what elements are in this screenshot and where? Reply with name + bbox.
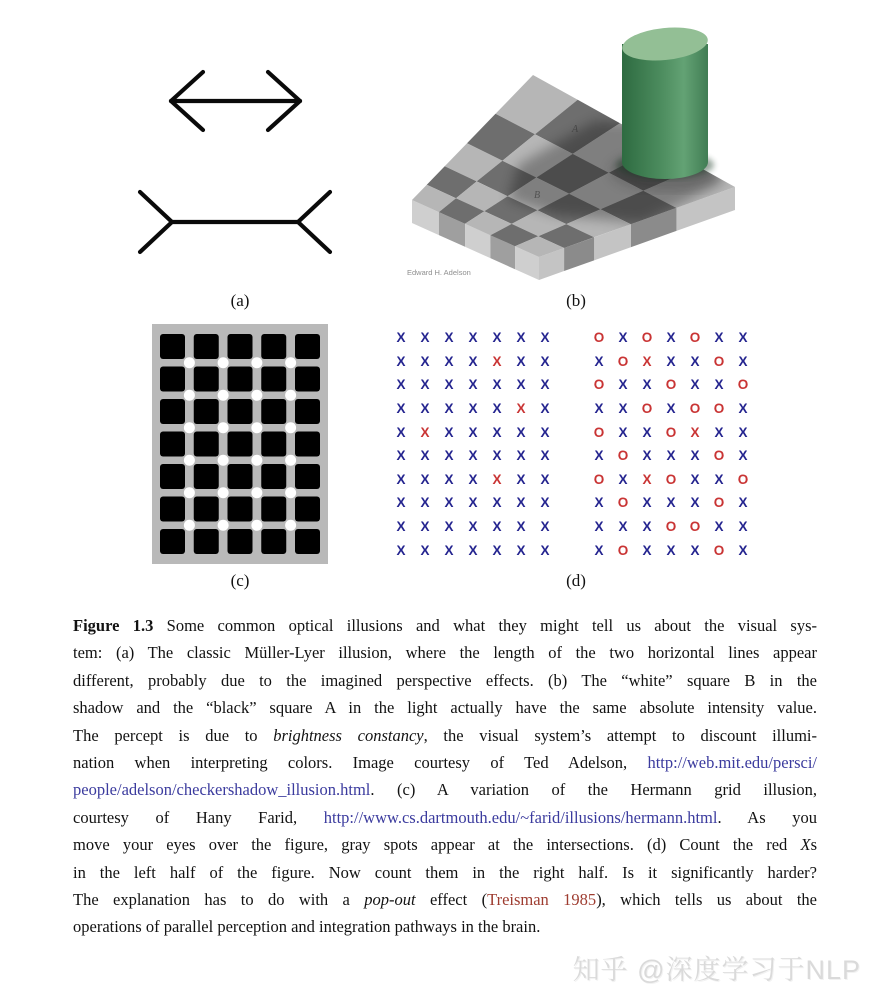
citation-link[interactable]: Treisman 1985 (487, 890, 597, 910)
square-a-label: A (571, 124, 579, 136)
popout-cell: O (593, 424, 605, 440)
popout-cell: X (738, 542, 748, 558)
popout-left-grid (389, 326, 557, 562)
popout-cell: X (444, 330, 454, 346)
caption-text: The percept is due to (73, 725, 274, 745)
popout-cell: X (540, 330, 550, 346)
popout-cell: X (468, 495, 478, 511)
popout-cell: X (594, 448, 604, 464)
popout-cell: X (516, 448, 526, 464)
caption-text: Figure 1.3 (73, 616, 154, 635)
popout-cell: X (594, 542, 604, 558)
caption-link[interactable]: people/adelson/checkershadow_illusion.html (73, 780, 371, 800)
popout-cell: O (713, 401, 725, 417)
caption-line (73, 804, 817, 831)
popout-cell: O (713, 542, 725, 558)
popout-cell: X (420, 471, 430, 487)
popout-cell: X (468, 471, 478, 487)
caption-text: courtesy of Hany Farid, (73, 807, 324, 827)
caption-text: nation when interpreting colors. Image courtesy of Ted Adelson, (73, 753, 648, 773)
popout-cell: X (468, 353, 478, 369)
popout-cell: X (540, 495, 550, 511)
popout-cell: O (665, 424, 677, 440)
popout-cell: X (492, 495, 502, 511)
popout-cell: X (420, 542, 430, 558)
popout-cell: X (618, 424, 628, 440)
popout-cell: X (468, 448, 478, 464)
popout-cell: X (642, 519, 652, 535)
popout-cell: X (642, 542, 652, 558)
popout-cell: O (617, 542, 629, 558)
popout-cell: O (617, 353, 629, 369)
popout-cell: X (420, 424, 430, 440)
popout-cell: X (540, 519, 550, 535)
popout-cell: X (690, 424, 700, 440)
popout-cell: X (540, 448, 550, 464)
caption-line (73, 776, 817, 803)
popout-cell: O (689, 519, 701, 535)
popout-cell: X (516, 377, 526, 393)
popout-cell: O (593, 330, 605, 346)
popout-cell: O (665, 471, 677, 487)
popout-cell: X (714, 424, 724, 440)
popout-cell: X (642, 471, 652, 487)
popout-cell: X (540, 377, 550, 393)
caption-line (73, 886, 817, 913)
popout-cell: X (420, 377, 430, 393)
caption-text: X (800, 835, 811, 855)
popout-cell: X (492, 330, 502, 346)
popout-cell: X (468, 519, 478, 535)
caption-line (73, 667, 817, 694)
muller-lyer-figure (120, 40, 380, 290)
popout-cell: X (738, 353, 748, 369)
popout-cell: X (468, 330, 478, 346)
popout-cell: X (516, 401, 526, 417)
square-b-label: B (533, 190, 541, 201)
popout-cell: X (690, 377, 700, 393)
checkershadow-figure (390, 3, 755, 288)
popout-cell: X (642, 377, 652, 393)
popout-cell: O (689, 330, 701, 346)
popout-cell: X (396, 471, 406, 487)
popout-cell: O (593, 471, 605, 487)
caption-text: Some common optical illusions and what they might tell us about the visual sys- (153, 616, 817, 635)
caption-line (73, 612, 817, 639)
popout-cell: X (468, 424, 478, 440)
caption-text: s (810, 835, 817, 855)
caption-line (73, 913, 817, 940)
popout-cell: O (641, 330, 653, 346)
popout-cell: X (444, 377, 454, 393)
popout-cell: X (666, 448, 676, 464)
popout-cell: X (690, 353, 700, 369)
popout-cell: X (738, 495, 748, 511)
popout-cell: X (396, 424, 406, 440)
popout-cell: X (594, 353, 604, 369)
caption-text: . As you (717, 807, 817, 827)
popout-cell: X (666, 401, 676, 417)
popout-cell: X (714, 377, 724, 393)
hermann-grid-figure (152, 324, 328, 564)
caption-text: shadow and the “black” square A in the light actually have the same absolute intensity value. (73, 698, 817, 718)
caption-text: tem: (a) The classic Müller-Lyer illusion, where the length of the two horizontal lines appear (73, 643, 817, 663)
popout-cell: X (516, 542, 526, 558)
popout-cell: X (396, 330, 406, 346)
popout-cell: O (617, 448, 629, 464)
adelson-credit: Edward H. Adelson (407, 268, 471, 277)
green-cylinder (621, 24, 710, 179)
popout-cell: X (666, 330, 676, 346)
popout-cell: X (618, 401, 628, 417)
popout-cell: O (665, 377, 677, 393)
popout-cell: X (738, 401, 748, 417)
caption-text: pop-out (364, 890, 416, 910)
caption-text: effect ( (415, 890, 488, 910)
popout-cell: X (420, 495, 430, 511)
caption-line (73, 749, 817, 776)
popout-cell: X (420, 401, 430, 417)
popout-cell: X (516, 330, 526, 346)
caption-text: in the left half of the figure. Now count them in the right half. Is it significantly harder? (73, 862, 817, 882)
popout-cell: X (516, 471, 526, 487)
popout-cell: X (468, 401, 478, 417)
popout-cell: X (540, 353, 550, 369)
popout-cell: O (737, 471, 749, 487)
caption-link[interactable]: http://web.mit.edu/persci/ (647, 753, 817, 773)
popout-cell: X (738, 448, 748, 464)
popout-cell: O (665, 519, 677, 535)
popout-cell: X (642, 495, 652, 511)
popout-cell: X (444, 471, 454, 487)
popout-cell: X (420, 519, 430, 535)
popout-cell: O (689, 401, 701, 417)
popout-cell: X (618, 377, 628, 393)
popout-cell: X (396, 495, 406, 511)
popout-cell: X (714, 471, 724, 487)
popout-right-grid (587, 326, 755, 562)
caption-line (73, 722, 817, 749)
popout-cell: O (713, 495, 725, 511)
popout-cell: X (666, 495, 676, 511)
popout-cell: X (444, 448, 454, 464)
popout-cell: X (420, 330, 430, 346)
popout-cell: X (540, 542, 550, 558)
popout-cell: X (738, 519, 748, 535)
popout-cell: X (666, 353, 676, 369)
popout-cell: X (594, 519, 604, 535)
popout-cell: X (468, 377, 478, 393)
caption-line (73, 831, 817, 858)
caption-text: ), which tells us about the (596, 890, 817, 910)
popout-cell: X (594, 495, 604, 511)
popout-cell: X (444, 542, 454, 558)
panel-c-label: (c) (230, 571, 250, 590)
popout-cell: X (690, 542, 700, 558)
figure-caption (73, 612, 817, 941)
popout-cell: X (642, 424, 652, 440)
popout-cell: X (690, 448, 700, 464)
panel-b-label: (b) (566, 291, 586, 310)
caption-text: The explanation has to do with a (73, 890, 365, 910)
popout-cell: X (516, 353, 526, 369)
caption-line (73, 639, 817, 666)
popout-cell: X (420, 448, 430, 464)
popout-cell: X (492, 448, 502, 464)
popout-cell: X (540, 471, 550, 487)
caption-link[interactable]: http://www.cs.dartmouth.edu/~farid/illusions/hermann.html (323, 807, 718, 827)
popout-cell: O (617, 495, 629, 511)
popout-cell: X (468, 542, 478, 558)
popout-cell: X (396, 542, 406, 558)
popout-cell: X (666, 542, 676, 558)
popout-cell: O (641, 401, 653, 417)
popout-cell: X (690, 495, 700, 511)
popout-cell: X (492, 542, 502, 558)
popout-cell: X (492, 353, 502, 369)
popout-cell: X (540, 401, 550, 417)
popout-cell: X (516, 495, 526, 511)
popout-cell: X (492, 471, 502, 487)
popout-cell: X (540, 424, 550, 440)
panel-d-label: (d) (566, 571, 586, 590)
popout-cell: X (444, 424, 454, 440)
popout-cell: X (516, 519, 526, 535)
popout-cell: X (492, 377, 502, 393)
popout-cell: X (594, 401, 604, 417)
caption-text: move your eyes over the figure, gray spots appear at the intersections. (d) Count the red (73, 835, 801, 855)
popout-cell: X (714, 519, 724, 535)
popout-cell: X (618, 471, 628, 487)
popout-cell: O (713, 353, 725, 369)
caption-text: , the visual system’s attempt to discount illumi- (423, 725, 817, 745)
popout-cell: O (713, 448, 725, 464)
popout-cell: X (516, 424, 526, 440)
popout-cell: X (492, 424, 502, 440)
popout-cell: X (444, 519, 454, 535)
popout-cell: O (593, 377, 605, 393)
popout-cell: X (396, 353, 406, 369)
popout-cell: X (618, 519, 628, 535)
popout-cell: X (690, 471, 700, 487)
caption-text: brightness constancy (273, 725, 424, 745)
muller-lyer-arrows (140, 72, 330, 252)
caption-text: operations of parallel perception and integration pathways in the brain. (73, 917, 541, 937)
popout-cell: X (396, 519, 406, 535)
popout-cell: O (737, 377, 749, 393)
popout-cell: X (396, 401, 406, 417)
caption-line (73, 694, 817, 721)
popout-cell: X (642, 353, 652, 369)
zhihu-watermark: 知乎 @深度学习于NLP (572, 955, 861, 985)
popout-cell: X (492, 401, 502, 417)
caption-text: . (c) A variation of the Hermann grid illusion, (370, 780, 817, 800)
popout-cell: X (714, 330, 724, 346)
popout-cell: X (618, 330, 628, 346)
popout-cell: X (444, 495, 454, 511)
popout-cell: X (492, 519, 502, 535)
caption-text: different, probably due to the imagined perspective effects. (b) The “white” square B in the (73, 670, 817, 690)
popout-cell: X (738, 330, 748, 346)
panel-a-label: (a) (230, 291, 250, 310)
popout-cell: X (396, 448, 406, 464)
popout-cell: X (444, 401, 454, 417)
popout-cell: X (396, 377, 406, 393)
caption-line (73, 859, 817, 886)
popout-cell: X (738, 424, 748, 440)
popout-cell: X (444, 353, 454, 369)
popout-cell: X (420, 353, 430, 369)
popout-cell: X (642, 448, 652, 464)
